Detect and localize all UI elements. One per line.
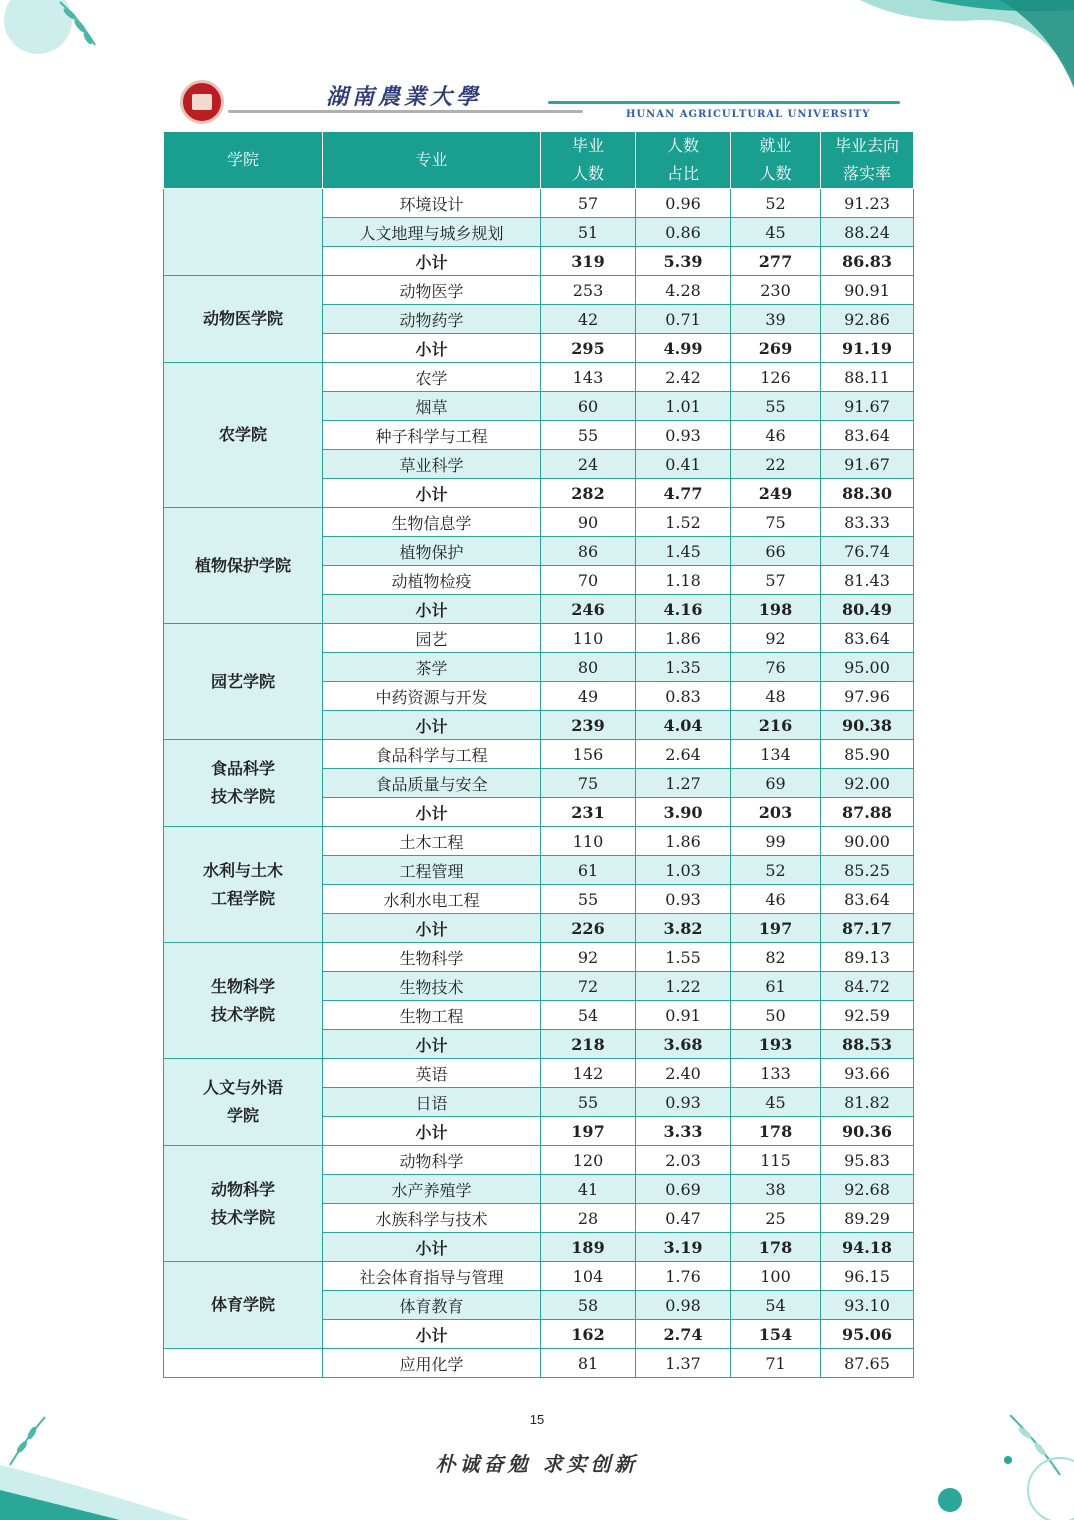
graduates-cell: 28 bbox=[541, 1204, 636, 1233]
employed-cell: 76 bbox=[731, 653, 821, 682]
ratio-cell: 4.16 bbox=[636, 595, 731, 624]
graduates-cell: 226 bbox=[541, 914, 636, 943]
major-cell: 社会体育指导与管理 bbox=[323, 1262, 541, 1291]
graduates-cell: 24 bbox=[541, 450, 636, 479]
rate-cell: 84.72 bbox=[821, 972, 914, 1001]
university-motto: 朴诚奋勉 求实创新 bbox=[435, 1452, 639, 1476]
employed-cell: 45 bbox=[731, 218, 821, 247]
ratio-cell: 1.86 bbox=[636, 827, 731, 856]
college-cell bbox=[164, 1349, 323, 1378]
rate-cell: 83.33 bbox=[821, 508, 914, 537]
major-cell: 生物技术 bbox=[323, 972, 541, 1001]
ratio-cell: 3.68 bbox=[636, 1030, 731, 1059]
major-cell: 体育教育 bbox=[323, 1291, 541, 1320]
ratio-cell: 2.03 bbox=[636, 1146, 731, 1175]
employed-cell: 38 bbox=[731, 1175, 821, 1204]
employed-cell: 178 bbox=[731, 1233, 821, 1262]
ratio-cell: 0.96 bbox=[636, 189, 731, 218]
major-cell: 小计 bbox=[323, 595, 541, 624]
major-cell: 生物信息学 bbox=[323, 508, 541, 537]
college-cell: 体育学院 bbox=[164, 1262, 323, 1349]
table-row bbox=[164, 1349, 914, 1378]
major-cell: 水产养殖学 bbox=[323, 1175, 541, 1204]
graduates-cell: 110 bbox=[541, 827, 636, 856]
major-cell: 小计 bbox=[323, 1233, 541, 1262]
college-cell: 植物保护学院 bbox=[164, 508, 323, 624]
ratio-cell: 0.47 bbox=[636, 1204, 731, 1233]
graduates-cell: 218 bbox=[541, 1030, 636, 1059]
employed-cell: 52 bbox=[731, 189, 821, 218]
ratio-cell: 1.22 bbox=[636, 972, 731, 1001]
rate-cell: 85.90 bbox=[821, 740, 914, 769]
college-cell: 动物科学 技术学院 bbox=[164, 1146, 323, 1262]
major-cell: 小计 bbox=[323, 334, 541, 363]
major-cell: 环境设计 bbox=[323, 189, 541, 218]
employed-cell: 57 bbox=[731, 566, 821, 595]
rate-cell: 81.82 bbox=[821, 1088, 914, 1117]
rate-cell: 88.53 bbox=[821, 1030, 914, 1059]
rate-cell: 91.19 bbox=[821, 334, 914, 363]
employment-table bbox=[163, 131, 914, 1378]
college-cell: 农学院 bbox=[164, 363, 323, 508]
ratio-cell: 1.18 bbox=[636, 566, 731, 595]
graduates-cell: 54 bbox=[541, 1001, 636, 1030]
employed-cell: 61 bbox=[731, 972, 821, 1001]
college-cell: 人文与外语 学院 bbox=[164, 1059, 323, 1146]
table-row bbox=[164, 1262, 914, 1291]
ratio-cell: 1.35 bbox=[636, 653, 731, 682]
graduates-cell: 156 bbox=[541, 740, 636, 769]
employed-cell: 154 bbox=[731, 1320, 821, 1349]
employed-cell: 198 bbox=[731, 595, 821, 624]
ratio-cell: 4.28 bbox=[636, 276, 731, 305]
major-cell: 小计 bbox=[323, 479, 541, 508]
ratio-cell: 0.86 bbox=[636, 218, 731, 247]
employed-cell: 82 bbox=[731, 943, 821, 972]
major-cell: 食品质量与安全 bbox=[323, 769, 541, 798]
major-cell: 动物科学 bbox=[323, 1146, 541, 1175]
rate-cell: 80.49 bbox=[821, 595, 914, 624]
ratio-cell: 1.03 bbox=[636, 856, 731, 885]
rate-cell: 97.96 bbox=[821, 682, 914, 711]
major-cell: 生物工程 bbox=[323, 1001, 541, 1030]
college-cell: 食品科学 技术学院 bbox=[164, 740, 323, 827]
major-cell: 工程管理 bbox=[323, 856, 541, 885]
graduates-cell: 92 bbox=[541, 943, 636, 972]
major-cell: 水族科学与技术 bbox=[323, 1204, 541, 1233]
ratio-cell: 1.52 bbox=[636, 508, 731, 537]
employed-cell: 115 bbox=[731, 1146, 821, 1175]
graduates-cell: 142 bbox=[541, 1059, 636, 1088]
rate-cell: 93.10 bbox=[821, 1291, 914, 1320]
major-cell: 生物科学 bbox=[323, 943, 541, 972]
table-row bbox=[164, 363, 914, 392]
employed-cell: 71 bbox=[731, 1349, 821, 1378]
ratio-cell: 0.69 bbox=[636, 1175, 731, 1204]
graduates-cell: 104 bbox=[541, 1262, 636, 1291]
ratio-cell: 1.55 bbox=[636, 943, 731, 972]
header-ratio: 人数 占比 bbox=[636, 132, 731, 189]
graduates-cell: 51 bbox=[541, 218, 636, 247]
rate-cell: 91.67 bbox=[821, 392, 914, 421]
major-cell: 动物药学 bbox=[323, 305, 541, 334]
rate-cell: 90.36 bbox=[821, 1117, 914, 1146]
ratio-cell: 3.82 bbox=[636, 914, 731, 943]
employed-cell: 46 bbox=[731, 885, 821, 914]
rate-cell: 83.64 bbox=[821, 624, 914, 653]
ratio-cell: 0.41 bbox=[636, 450, 731, 479]
employed-cell: 203 bbox=[731, 798, 821, 827]
employed-cell: 46 bbox=[731, 421, 821, 450]
graduates-cell: 239 bbox=[541, 711, 636, 740]
major-cell: 小计 bbox=[323, 711, 541, 740]
ratio-cell: 3.33 bbox=[636, 1117, 731, 1146]
rate-cell: 88.24 bbox=[821, 218, 914, 247]
graduates-cell: 189 bbox=[541, 1233, 636, 1262]
graduates-cell: 319 bbox=[541, 247, 636, 276]
graduates-cell: 295 bbox=[541, 334, 636, 363]
rate-cell: 83.64 bbox=[821, 885, 914, 914]
ratio-cell: 2.64 bbox=[636, 740, 731, 769]
major-cell: 动物医学 bbox=[323, 276, 541, 305]
rate-cell: 91.67 bbox=[821, 450, 914, 479]
ratio-cell: 1.27 bbox=[636, 769, 731, 798]
employed-cell: 39 bbox=[731, 305, 821, 334]
rate-cell: 88.30 bbox=[821, 479, 914, 508]
rate-cell: 83.64 bbox=[821, 421, 914, 450]
rate-cell: 90.38 bbox=[821, 711, 914, 740]
rate-cell: 92.68 bbox=[821, 1175, 914, 1204]
rate-cell: 87.17 bbox=[821, 914, 914, 943]
table-row bbox=[164, 508, 914, 537]
major-cell: 食品科学与工程 bbox=[323, 740, 541, 769]
ratio-cell: 4.04 bbox=[636, 711, 731, 740]
graduates-cell: 253 bbox=[541, 276, 636, 305]
graduates-cell: 58 bbox=[541, 1291, 636, 1320]
graduates-cell: 282 bbox=[541, 479, 636, 508]
university-name-en: HUNAN AGRICULTURAL UNIVERSITY bbox=[626, 109, 871, 120]
college-cell bbox=[164, 189, 323, 276]
major-cell: 烟草 bbox=[323, 392, 541, 421]
rate-cell: 93.66 bbox=[821, 1059, 914, 1088]
employed-cell: 50 bbox=[731, 1001, 821, 1030]
table-body bbox=[164, 189, 914, 1378]
rate-cell: 89.29 bbox=[821, 1204, 914, 1233]
rate-cell: 76.74 bbox=[821, 537, 914, 566]
ratio-cell: 1.45 bbox=[636, 537, 731, 566]
table-row bbox=[164, 740, 914, 769]
employed-cell: 55 bbox=[731, 392, 821, 421]
rate-cell: 85.25 bbox=[821, 856, 914, 885]
top-right-decoration bbox=[850, 0, 1074, 90]
ratio-cell: 1.86 bbox=[636, 624, 731, 653]
graduates-cell: 143 bbox=[541, 363, 636, 392]
graduates-cell: 70 bbox=[541, 566, 636, 595]
employed-cell: 99 bbox=[731, 827, 821, 856]
employed-cell: 52 bbox=[731, 856, 821, 885]
graduates-cell: 80 bbox=[541, 653, 636, 682]
major-cell: 植物保护 bbox=[323, 537, 541, 566]
table-row bbox=[164, 827, 914, 856]
employed-cell: 100 bbox=[731, 1262, 821, 1291]
graduates-cell: 231 bbox=[541, 798, 636, 827]
rate-cell: 87.88 bbox=[821, 798, 914, 827]
rate-cell: 96.15 bbox=[821, 1262, 914, 1291]
graduates-cell: 110 bbox=[541, 624, 636, 653]
ratio-cell: 0.93 bbox=[636, 1088, 731, 1117]
rate-cell: 89.13 bbox=[821, 943, 914, 972]
college-cell: 园艺学院 bbox=[164, 624, 323, 740]
ratio-cell: 2.40 bbox=[636, 1059, 731, 1088]
ratio-cell: 0.83 bbox=[636, 682, 731, 711]
graduates-cell: 57 bbox=[541, 189, 636, 218]
ratio-cell: 2.42 bbox=[636, 363, 731, 392]
graduates-cell: 41 bbox=[541, 1175, 636, 1204]
employed-cell: 92 bbox=[731, 624, 821, 653]
header-graduates: 毕业 人数 bbox=[541, 132, 636, 189]
college-cell: 动物医学院 bbox=[164, 276, 323, 363]
employed-cell: 230 bbox=[731, 276, 821, 305]
rate-cell: 86.83 bbox=[821, 247, 914, 276]
major-cell: 水利水电工程 bbox=[323, 885, 541, 914]
graduates-cell: 75 bbox=[541, 769, 636, 798]
major-cell: 中药资源与开发 bbox=[323, 682, 541, 711]
rate-cell: 88.11 bbox=[821, 363, 914, 392]
graduates-cell: 90 bbox=[541, 508, 636, 537]
employed-cell: 249 bbox=[731, 479, 821, 508]
major-cell: 小计 bbox=[323, 247, 541, 276]
graduates-cell: 55 bbox=[541, 421, 636, 450]
ratio-cell: 0.71 bbox=[636, 305, 731, 334]
rate-cell: 95.00 bbox=[821, 653, 914, 682]
header-divider-green bbox=[548, 101, 900, 104]
table-row bbox=[164, 1059, 914, 1088]
major-cell: 种子科学与工程 bbox=[323, 421, 541, 450]
header-major: 专业 bbox=[323, 132, 541, 189]
rate-cell: 90.91 bbox=[821, 276, 914, 305]
ratio-cell: 1.01 bbox=[636, 392, 731, 421]
graduates-cell: 72 bbox=[541, 972, 636, 1001]
rate-cell: 92.86 bbox=[821, 305, 914, 334]
major-cell: 园艺 bbox=[323, 624, 541, 653]
employed-cell: 216 bbox=[731, 711, 821, 740]
rate-cell: 92.00 bbox=[821, 769, 914, 798]
table-row bbox=[164, 276, 914, 305]
graduates-cell: 42 bbox=[541, 305, 636, 334]
graduates-cell: 55 bbox=[541, 1088, 636, 1117]
graduates-cell: 49 bbox=[541, 682, 636, 711]
ratio-cell: 0.91 bbox=[636, 1001, 731, 1030]
major-cell: 应用化学 bbox=[323, 1349, 541, 1378]
employed-cell: 269 bbox=[731, 334, 821, 363]
ratio-cell: 0.93 bbox=[636, 421, 731, 450]
major-cell: 人文地理与城乡规划 bbox=[323, 218, 541, 247]
ratio-cell: 0.98 bbox=[636, 1291, 731, 1320]
rate-cell: 92.59 bbox=[821, 1001, 914, 1030]
page-number: 15 bbox=[529, 1412, 545, 1427]
ratio-cell: 0.93 bbox=[636, 885, 731, 914]
table-row bbox=[164, 1146, 914, 1175]
rate-cell: 91.23 bbox=[821, 189, 914, 218]
college-cell: 水利与土木 工程学院 bbox=[164, 827, 323, 943]
graduates-cell: 162 bbox=[541, 1320, 636, 1349]
ratio-cell: 4.99 bbox=[636, 334, 731, 363]
major-cell: 英语 bbox=[323, 1059, 541, 1088]
header-college: 学院 bbox=[164, 132, 323, 189]
graduates-cell: 61 bbox=[541, 856, 636, 885]
major-cell: 日语 bbox=[323, 1088, 541, 1117]
header-employed: 就业 人数 bbox=[731, 132, 821, 189]
major-cell: 小计 bbox=[323, 914, 541, 943]
employed-cell: 48 bbox=[731, 682, 821, 711]
major-cell: 小计 bbox=[323, 798, 541, 827]
major-cell: 小计 bbox=[323, 1030, 541, 1059]
ratio-cell: 1.76 bbox=[636, 1262, 731, 1291]
graduates-cell: 60 bbox=[541, 392, 636, 421]
header-rate: 毕业去向 落实率 bbox=[821, 132, 914, 189]
table-row bbox=[164, 624, 914, 653]
table-row bbox=[164, 943, 914, 972]
major-cell: 动植物检疫 bbox=[323, 566, 541, 595]
major-cell: 农学 bbox=[323, 363, 541, 392]
employed-cell: 197 bbox=[731, 914, 821, 943]
major-cell: 小计 bbox=[323, 1320, 541, 1349]
employed-cell: 45 bbox=[731, 1088, 821, 1117]
rate-cell: 81.43 bbox=[821, 566, 914, 595]
ratio-cell: 2.74 bbox=[636, 1320, 731, 1349]
ratio-cell: 3.90 bbox=[636, 798, 731, 827]
graduates-cell: 55 bbox=[541, 885, 636, 914]
top-left-decoration bbox=[0, 0, 110, 60]
university-logo bbox=[180, 80, 224, 124]
graduates-cell: 81 bbox=[541, 1349, 636, 1378]
employed-cell: 25 bbox=[731, 1204, 821, 1233]
major-cell: 小计 bbox=[323, 1117, 541, 1146]
employed-cell: 22 bbox=[731, 450, 821, 479]
header-divider-gray bbox=[228, 110, 583, 113]
major-cell: 草业科学 bbox=[323, 450, 541, 479]
employed-cell: 54 bbox=[731, 1291, 821, 1320]
rate-cell: 95.06 bbox=[821, 1320, 914, 1349]
employed-cell: 134 bbox=[731, 740, 821, 769]
graduates-cell: 246 bbox=[541, 595, 636, 624]
rate-cell: 90.00 bbox=[821, 827, 914, 856]
major-cell: 土木工程 bbox=[323, 827, 541, 856]
employed-cell: 193 bbox=[731, 1030, 821, 1059]
table-row bbox=[164, 189, 914, 218]
ratio-cell: 1.37 bbox=[636, 1349, 731, 1378]
employed-cell: 69 bbox=[731, 769, 821, 798]
university-name-cn: 湖南農業大學 bbox=[326, 84, 483, 110]
graduates-cell: 120 bbox=[541, 1146, 636, 1175]
ratio-cell: 4.77 bbox=[636, 479, 731, 508]
employed-cell: 178 bbox=[731, 1117, 821, 1146]
employed-cell: 75 bbox=[731, 508, 821, 537]
employed-cell: 66 bbox=[731, 537, 821, 566]
employed-cell: 277 bbox=[731, 247, 821, 276]
graduates-cell: 86 bbox=[541, 537, 636, 566]
graduates-cell: 197 bbox=[541, 1117, 636, 1146]
rate-cell: 95.83 bbox=[821, 1146, 914, 1175]
rate-cell: 94.18 bbox=[821, 1233, 914, 1262]
ratio-cell: 3.19 bbox=[636, 1233, 731, 1262]
major-cell: 茶学 bbox=[323, 653, 541, 682]
ratio-cell: 5.39 bbox=[636, 247, 731, 276]
employed-cell: 126 bbox=[731, 363, 821, 392]
rate-cell: 87.65 bbox=[821, 1349, 914, 1378]
table-header-row bbox=[164, 132, 914, 189]
employed-cell: 133 bbox=[731, 1059, 821, 1088]
college-cell: 生物科学 技术学院 bbox=[164, 943, 323, 1059]
